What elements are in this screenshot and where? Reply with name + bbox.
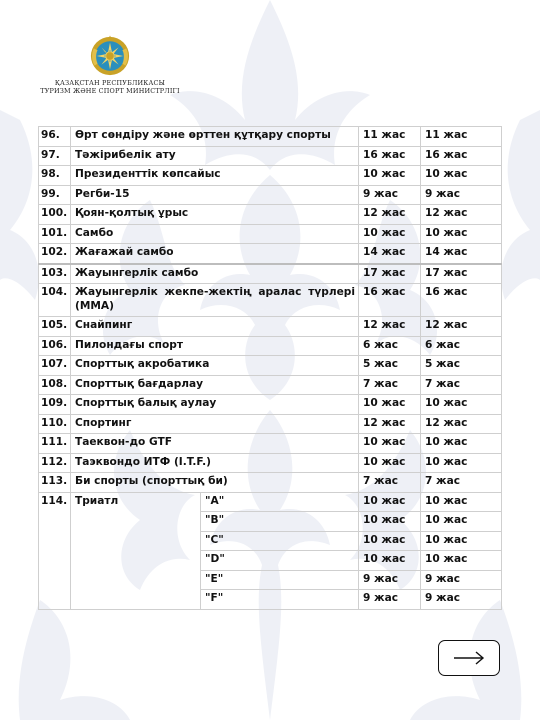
age-cell: 9 жас: [359, 590, 421, 610]
age-cell: 10 жас: [421, 531, 502, 551]
age-cell: 5 жас: [359, 356, 421, 376]
table-row: [39, 146, 502, 166]
row-number: 113.: [39, 473, 71, 493]
age-cell: 16 жас: [421, 284, 502, 317]
table-row: [39, 317, 502, 337]
row-number: 102.: [39, 244, 71, 264]
age-cell: 10 жас: [359, 224, 421, 244]
row-number: 97.: [39, 146, 71, 166]
age-cell: 5 жас: [421, 356, 502, 376]
age-cell: 10 жас: [359, 551, 421, 571]
table-row: [39, 284, 502, 317]
age-cell: 17 жас: [359, 264, 421, 284]
sport-name: Спорттық акробатика: [71, 356, 359, 376]
sports-age-table: [38, 126, 502, 610]
sport-name: Жауынгерлік жекпе-жектің аралас түрлері (MMA): [71, 284, 359, 317]
age-cell: 6 жас: [421, 336, 502, 356]
table-row: [39, 356, 502, 376]
age-cell: 7 жас: [421, 375, 502, 395]
age-cell: 10 жас: [421, 551, 502, 571]
arrow-right-icon: [452, 650, 486, 666]
row-number: 96.: [39, 127, 71, 147]
sport-name: Самбо: [71, 224, 359, 244]
sport-name: Би спорты (спорттық би): [71, 473, 359, 493]
next-page-button[interactable]: [438, 640, 500, 676]
age-cell: 10 жас: [421, 395, 502, 415]
sport-name: Пилондағы спорт: [71, 336, 359, 356]
row-number: 103.: [39, 264, 71, 284]
triathlon-category: "B": [201, 512, 359, 532]
sport-name: Жауынгерлік самбо: [71, 264, 359, 284]
row-number: 110.: [39, 414, 71, 434]
age-cell: 12 жас: [421, 317, 502, 337]
age-cell: 10 жас: [359, 492, 421, 512]
row-number: 101.: [39, 224, 71, 244]
age-cell: 10 жас: [359, 512, 421, 532]
table-row: [39, 244, 502, 264]
row-number: 98.: [39, 166, 71, 186]
table-row: [39, 395, 502, 415]
sport-name: Таэквондо ИТФ (I.T.F.): [71, 453, 359, 473]
sport-name: Регби-15: [71, 185, 359, 205]
sport-name: Триатл: [71, 492, 201, 609]
table-row: [39, 434, 502, 454]
table-row: [39, 264, 502, 284]
age-cell: 7 жас: [421, 473, 502, 493]
age-cell: 7 жас: [359, 473, 421, 493]
age-cell: 12 жас: [359, 205, 421, 225]
age-cell: 14 жас: [359, 244, 421, 264]
age-cell: 12 жас: [359, 317, 421, 337]
table-row: [39, 336, 502, 356]
sport-name: Жағажай самбо: [71, 244, 359, 264]
table-row: [39, 185, 502, 205]
row-number: 109.: [39, 395, 71, 415]
age-cell: 10 жас: [421, 224, 502, 244]
age-cell: 12 жас: [359, 414, 421, 434]
table-row: [39, 414, 502, 434]
age-cell: 10 жас: [421, 434, 502, 454]
age-cell: 9 жас: [359, 185, 421, 205]
age-cell: 10 жас: [359, 166, 421, 186]
triathlon-category: "C": [201, 531, 359, 551]
sports-table-body: [39, 127, 502, 610]
age-cell: 17 жас: [421, 264, 502, 284]
row-number: 100.: [39, 205, 71, 225]
triathlon-category: "F": [201, 590, 359, 610]
table-row: [39, 166, 502, 186]
age-cell: 10 жас: [359, 395, 421, 415]
age-cell: 9 жас: [359, 570, 421, 590]
triathlon-category: "E": [201, 570, 359, 590]
age-cell: 9 жас: [421, 590, 502, 610]
row-number: 104.: [39, 284, 71, 317]
table-row: [39, 492, 502, 512]
sport-name: Спортинг: [71, 414, 359, 434]
sport-name: Спорттық балық аулау: [71, 395, 359, 415]
sport-name: Таеквон-до GTF: [71, 434, 359, 454]
age-cell: 16 жас: [359, 146, 421, 166]
sport-name: Президенттік көпсайыс: [71, 166, 359, 186]
age-cell: 7 жас: [359, 375, 421, 395]
row-number: 111.: [39, 434, 71, 454]
age-cell: 10 жас: [421, 166, 502, 186]
table-row: [39, 375, 502, 395]
age-cell: 11 жас: [359, 127, 421, 147]
sport-name: Спорттық бағдарлау: [71, 375, 359, 395]
table-row: [39, 205, 502, 225]
age-cell: 16 жас: [359, 284, 421, 317]
table-row: [39, 224, 502, 244]
sport-name: Қоян-қолтық ұрыс: [71, 205, 359, 225]
age-cell: 10 жас: [421, 512, 502, 532]
triathlon-category: "A": [201, 492, 359, 512]
age-cell: 12 жас: [421, 414, 502, 434]
triathlon-category: "D": [201, 551, 359, 571]
row-number: 114.: [39, 492, 71, 609]
table-row: [39, 473, 502, 493]
row-number: 99.: [39, 185, 71, 205]
age-cell: 10 жас: [359, 434, 421, 454]
age-cell: 9 жас: [421, 570, 502, 590]
age-cell: 6 жас: [359, 336, 421, 356]
row-number: 105.: [39, 317, 71, 337]
ministry-name-line1: ҚАЗАҚСТАН РЕСПУБЛИКАСЫ: [54, 79, 166, 87]
sport-name: Снайпинг: [71, 317, 359, 337]
row-number: 106.: [39, 336, 71, 356]
sport-name: Тәжірибелік ату: [71, 146, 359, 166]
age-cell: 10 жас: [421, 492, 502, 512]
age-cell: 16 жас: [421, 146, 502, 166]
ministry-name-line2: ТУРИЗМ ЖӘНЕ СПОРТ МИНИСТРЛІГІ: [40, 86, 180, 95]
age-cell: 10 жас: [421, 453, 502, 473]
age-cell: 10 жас: [359, 531, 421, 551]
table-row: [39, 453, 502, 473]
age-cell: 14 жас: [421, 244, 502, 264]
table-row: [39, 127, 502, 147]
row-number: 112.: [39, 453, 71, 473]
age-cell: 9 жас: [421, 185, 502, 205]
age-cell: 12 жас: [421, 205, 502, 225]
age-cell: 10 жас: [359, 453, 421, 473]
kazakhstan-emblem-icon: [89, 34, 131, 78]
age-cell: 11 жас: [421, 127, 502, 147]
row-number: 107.: [39, 356, 71, 376]
ministry-header: [30, 34, 190, 95]
row-number: 108.: [39, 375, 71, 395]
sport-name: Өрт сөндіру және өрттен құтқару спорты: [71, 127, 359, 147]
